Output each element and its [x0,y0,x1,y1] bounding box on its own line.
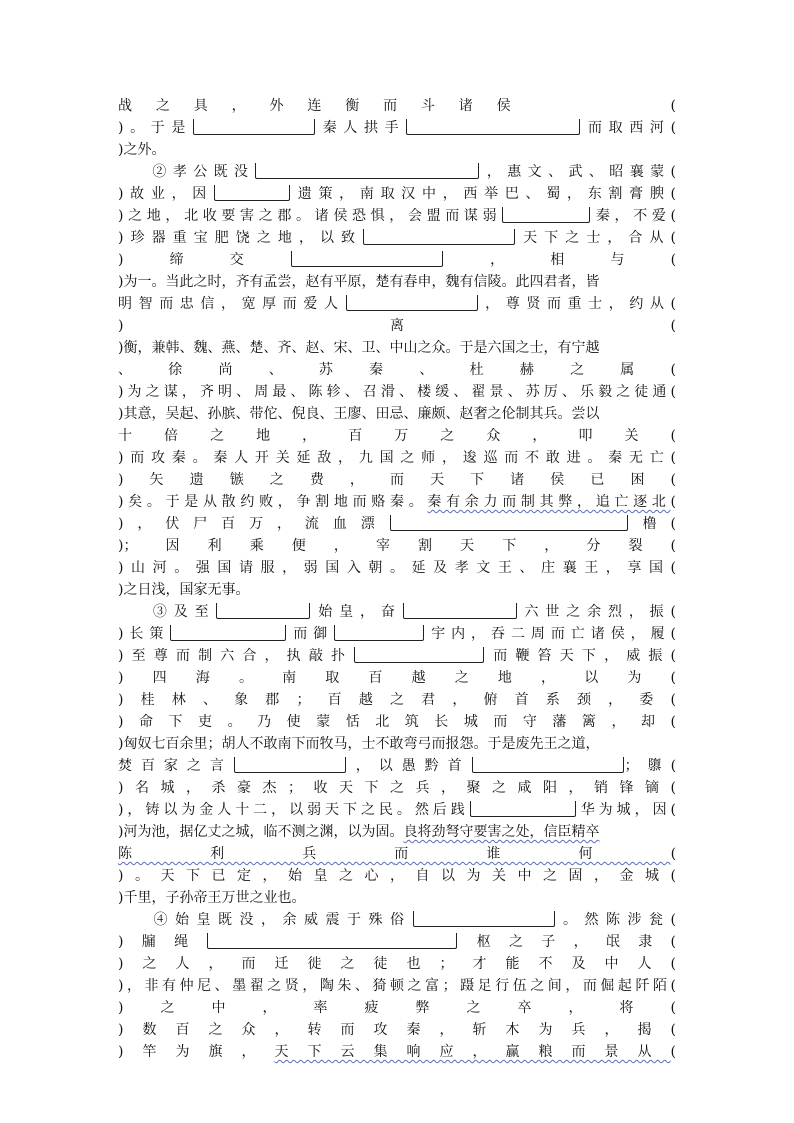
text-line: )千里，子孙帝王万世之业也。 [118,890,306,906]
text-line: )故业，因 遗策，南取汉中，西举巴、蜀，东割膏腴( [118,186,677,202]
text-line: )为一。当此之时，齐有孟尝，赵有平原，楚有春申，魏有信陵。此四君者，皆 [118,274,600,290]
text-line: )珍器重宝肥饶之地，以致 天下之士，合从( [118,230,677,246]
answer-blank[interactable] [170,625,286,641]
text-line: )之日浅，国家无事。 [118,582,250,598]
text-line: )衡，兼韩、魏、燕、楚、齐、赵、宋、卫、中山之众。于是六国之士，有宁越 [118,340,600,356]
answer-blank[interactable] [334,625,424,641]
text-line: 焚百家之言 ，以愚黔首 ；隳( [118,758,677,774]
text-line: )竿为旗，天下云集响应，赢粮而景从( [118,1044,676,1060]
answer-blank[interactable] [234,757,346,773]
text-line: )，伏尸百万，流血漂 橹( [118,516,676,532]
text-line: )，铸以为金人十二，以弱天下之民。然后践 华为城，因( [118,802,677,818]
text-line: ②孝公既没 ，惠文、武、昭襄蒙( [146,164,677,180]
text-line: )离( [118,318,676,334]
wavy-underlined-text: 良将劲弩守要害之处，信臣精卒 [403,824,600,840]
answer-blank[interactable] [363,229,515,245]
text-line: 十倍之地，百万之众，叩关( [118,428,676,444]
answer-blank[interactable] [193,119,315,135]
answer-blank[interactable] [207,933,457,949]
text-line: )命下吏。乃使蒙恬北筑长城而守藩篱，却( [118,714,676,730]
text-line: )河为池，据亿丈之城，临不测之渊，以为固。良将劲弩守要害之处，信臣精卒 [118,824,600,840]
text-line: )四海。南取百越之地，以为( [118,670,676,686]
text-line: )牖绳 枢之子，氓隶( [118,934,677,950]
text-line: )而攻秦。秦人开关延敌，九国之师，逡巡而不敢进。秦无亡( [118,450,676,466]
text-line: ④始皇既没，余威震于殊俗 。然陈涉瓮( [146,912,677,928]
text-line: )为之谋，齐明、周最、陈轸、召滑、楼缓、翟景、苏厉、乐毅之徒通( [118,384,676,400]
text-line: )。于是 秦人拱手 而取西河( [118,120,677,136]
text-line: )矢遗镞之费，而天下诸侯已困( [118,472,676,488]
text-line: )之中，率疲弊之卒，将( [118,1000,676,1016]
answer-blank[interactable] [291,251,443,267]
text-line: )山河。强国请服，弱国入朝。延及孝文王、庄襄王，享国( [118,560,676,576]
text-line: )矣。于是从散约败，争割地而赂秦。秦有余力而制其弊，追亡逐北( [118,494,677,510]
answer-blank[interactable] [470,801,576,817]
text-line: )之地，北收要害之郡。诸侯恐惧，会盟而谋弱 秦，不爱( [118,208,676,224]
text-line: )，非有仲尼、墨翟之贤，陶朱、猗顿之富；蹑足行伍之间，而倔起阡陌( [118,978,676,994]
answer-blank[interactable] [390,515,628,531]
answer-blank[interactable] [413,911,555,927]
text-line: )。天下已定，始皇之心，自以为关中之固，金城( [118,868,676,884]
text-line: )其意，吴起、孙膑、带佗、倪良、王廖、田忌、廉颇、赵奢之伦制其兵。尝以 [118,406,600,422]
answer-blank[interactable] [354,647,484,663]
text-line: )桂林、象郡；百越之君，俯首系颈，委( [118,692,676,708]
text-line: )之外。 [118,142,166,158]
text-line: )；因利乘便，宰割天下，分裂( [118,538,676,554]
text-line: )之人，而迁徙之徒也；才能不及中人( [118,956,676,972]
answer-blank[interactable] [403,603,517,619]
text-line: )匈奴七百余里；胡人不敢南下而牧马，士不敢弯弓而报怨。于是废先王之道， [118,736,600,752]
text-line: )名城，杀豪杰；收天下之兵，聚之咸阳，销锋镝( [118,780,676,796]
answer-blank[interactable] [216,603,310,619]
text-line: 陈利兵而谁何( [118,846,677,862]
answer-blank[interactable] [255,163,479,179]
text-line: 明智而忠信，宽厚而爱人 ，尊贤而重士，约从( [118,296,677,312]
answer-blank[interactable] [472,757,624,773]
text-line: )缔交 ，相与( [118,252,677,268]
wavy-underlined-text: 陈利兵而谁何 [118,846,671,862]
text-line: 战之具，外连衡而斗诸侯 ( [118,98,676,114]
document-page [118,95,676,1063]
wavy-underlined-text: 秦有余力而制其弊，追亡逐北 [427,494,671,510]
text-line: ③及至 始皇，奋 六世之余烈，振( [146,604,677,620]
text-line: )至尊而制六合，执敲扑 而鞭笞天下，威振( [118,648,677,664]
answer-blank[interactable] [502,207,590,223]
answer-blank[interactable] [406,119,580,135]
answer-blank[interactable] [214,185,290,201]
text-line: 、徐尚、苏秦、杜赫之属( [118,362,676,378]
answer-blank[interactable] [346,295,478,311]
wavy-underlined-text: 天下云集响应，赢粮而景从 [274,1044,671,1060]
text-line: )长策 而御 宇内，吞二周而亡诸侯，履( [118,626,677,642]
text-line: )数百之众，转而攻秦，斩木为兵，揭( [118,1022,676,1038]
